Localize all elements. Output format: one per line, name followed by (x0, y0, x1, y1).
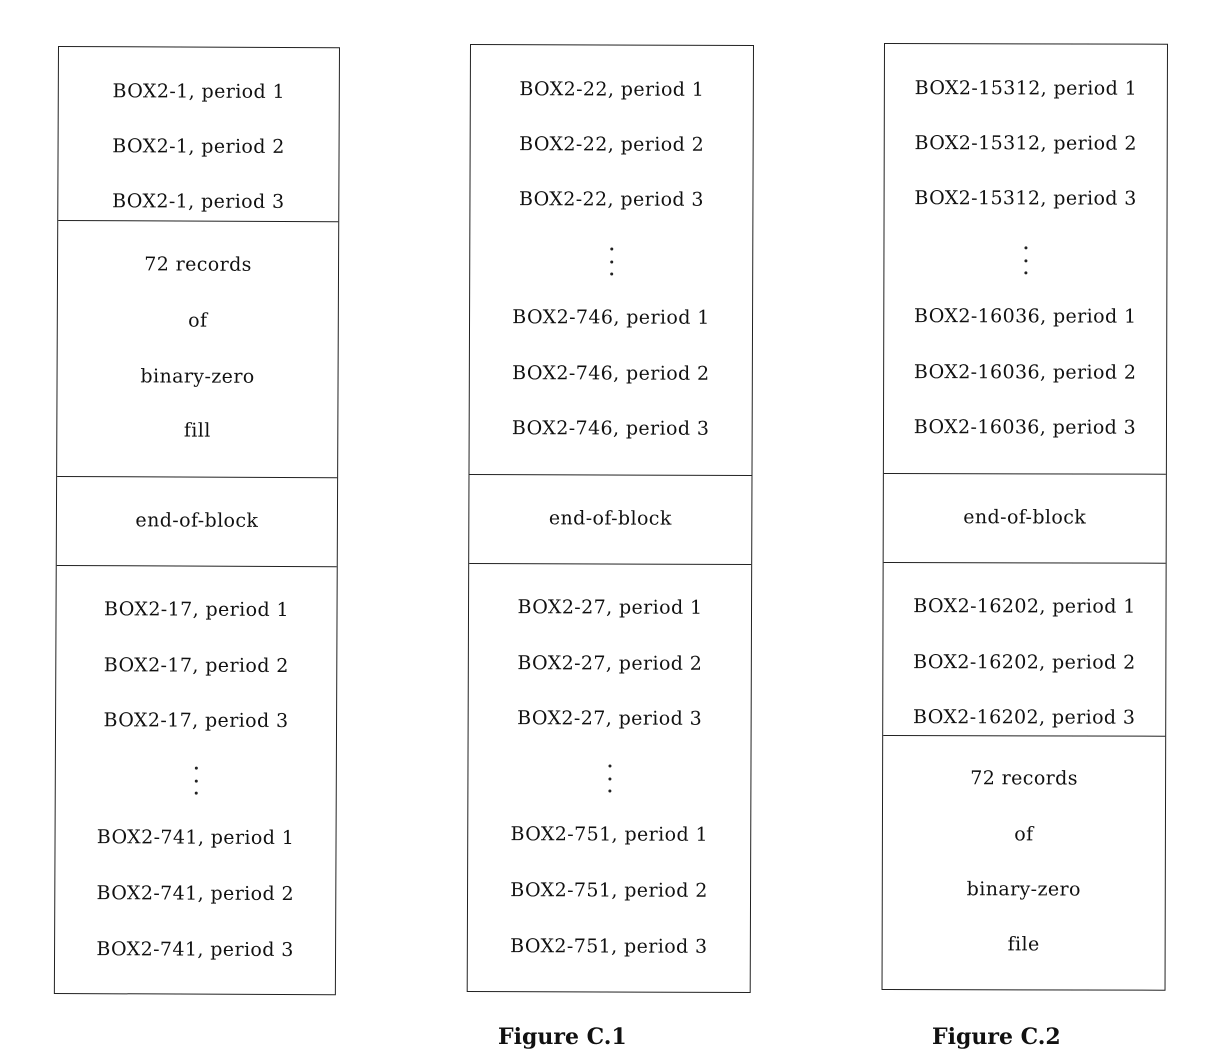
block-column-3 (882, 43, 1168, 991)
record-line: BOX2-741, period 1 (96, 826, 295, 850)
record-line: BOX2-751, period 2 (510, 879, 708, 902)
ellipsis-vertical-icon (606, 764, 612, 792)
record-line: BOX2-27, period 1 (517, 596, 703, 619)
record-line: BOX2-15312, period 1 (914, 77, 1138, 100)
end-of-block-section (469, 474, 751, 564)
end-of-block-section (884, 473, 1166, 563)
fill-line: binary-zero (140, 365, 255, 388)
record-line: BOX2-1, period 3 (112, 190, 285, 213)
ellipsis-vertical-icon (608, 247, 614, 275)
records-section (58, 47, 339, 221)
record-line: BOX2-22, period 2 (519, 133, 705, 156)
record-line: BOX2-751, period 3 (510, 935, 708, 958)
fill-line: 72 records (144, 253, 252, 276)
record-line: BOX2-746, period 1 (512, 306, 710, 329)
end-of-block-section (57, 476, 337, 566)
ellipsis-vertical-icon (193, 767, 199, 795)
record-line: BOX2-746, period 2 (512, 362, 710, 385)
record-line: BOX2-16036, period 2 (913, 361, 1137, 384)
record-line: BOX2-27, period 3 (517, 707, 703, 730)
fill-line: binary-zero (966, 878, 1081, 901)
record-line: BOX2-741, period 2 (96, 882, 295, 906)
ellipsis-vertical-icon (1022, 246, 1028, 274)
records-section (884, 44, 1167, 474)
record-line: BOX2-751, period 1 (510, 823, 708, 846)
record-line: BOX2-15312, period 3 (914, 187, 1137, 210)
record-line: BOX2-27, period 2 (517, 652, 703, 675)
record-line: BOX2-16202, period 2 (913, 651, 1136, 674)
record-line: BOX2-22, period 1 (519, 78, 705, 101)
record-line: BOX2-22, period 3 (518, 188, 704, 211)
record-line: BOX2-15312, period 2 (914, 132, 1137, 155)
record-line: BOX2-17, period 1 (104, 598, 290, 622)
fill-line: fill (183, 419, 211, 442)
records-section (55, 565, 337, 994)
record-line: BOX2-16036, period 3 (913, 416, 1137, 439)
zero-fill-section (883, 735, 1166, 990)
record-line: BOX2-746, period 3 (511, 417, 710, 440)
record-line: BOX2-16036, period 1 (914, 305, 1137, 328)
fill-line: 72 records (970, 767, 1078, 790)
end-of-block-label: end-of-block (548, 507, 672, 530)
record-line: BOX2-1, period 1 (112, 80, 286, 103)
fill-line: file (1007, 933, 1040, 956)
record-line: BOX2-17, period 3 (103, 709, 289, 733)
record-line: BOX2-1, period 2 (112, 135, 285, 158)
records-section (883, 562, 1165, 736)
figure-caption: Figure C.2 (932, 1024, 1061, 1050)
records-section (468, 563, 751, 992)
record-line: BOX2-16202, period 1 (913, 595, 1136, 618)
block-column-1 (54, 46, 340, 995)
fill-line: of (1014, 823, 1034, 846)
figure-caption: Figure C.1 (498, 1024, 627, 1050)
end-of-block-label: end-of-block (963, 506, 1087, 529)
record-line: BOX2-741, period 3 (96, 938, 294, 962)
zero-fill-section (57, 220, 338, 477)
end-of-block-label: end-of-block (135, 509, 259, 532)
record-line: BOX2-16202, period 3 (912, 706, 1136, 729)
record-line: BOX2-17, period 2 (103, 654, 289, 678)
block-column-2 (467, 44, 754, 993)
fill-line: of (188, 309, 208, 332)
records-section (469, 45, 752, 475)
